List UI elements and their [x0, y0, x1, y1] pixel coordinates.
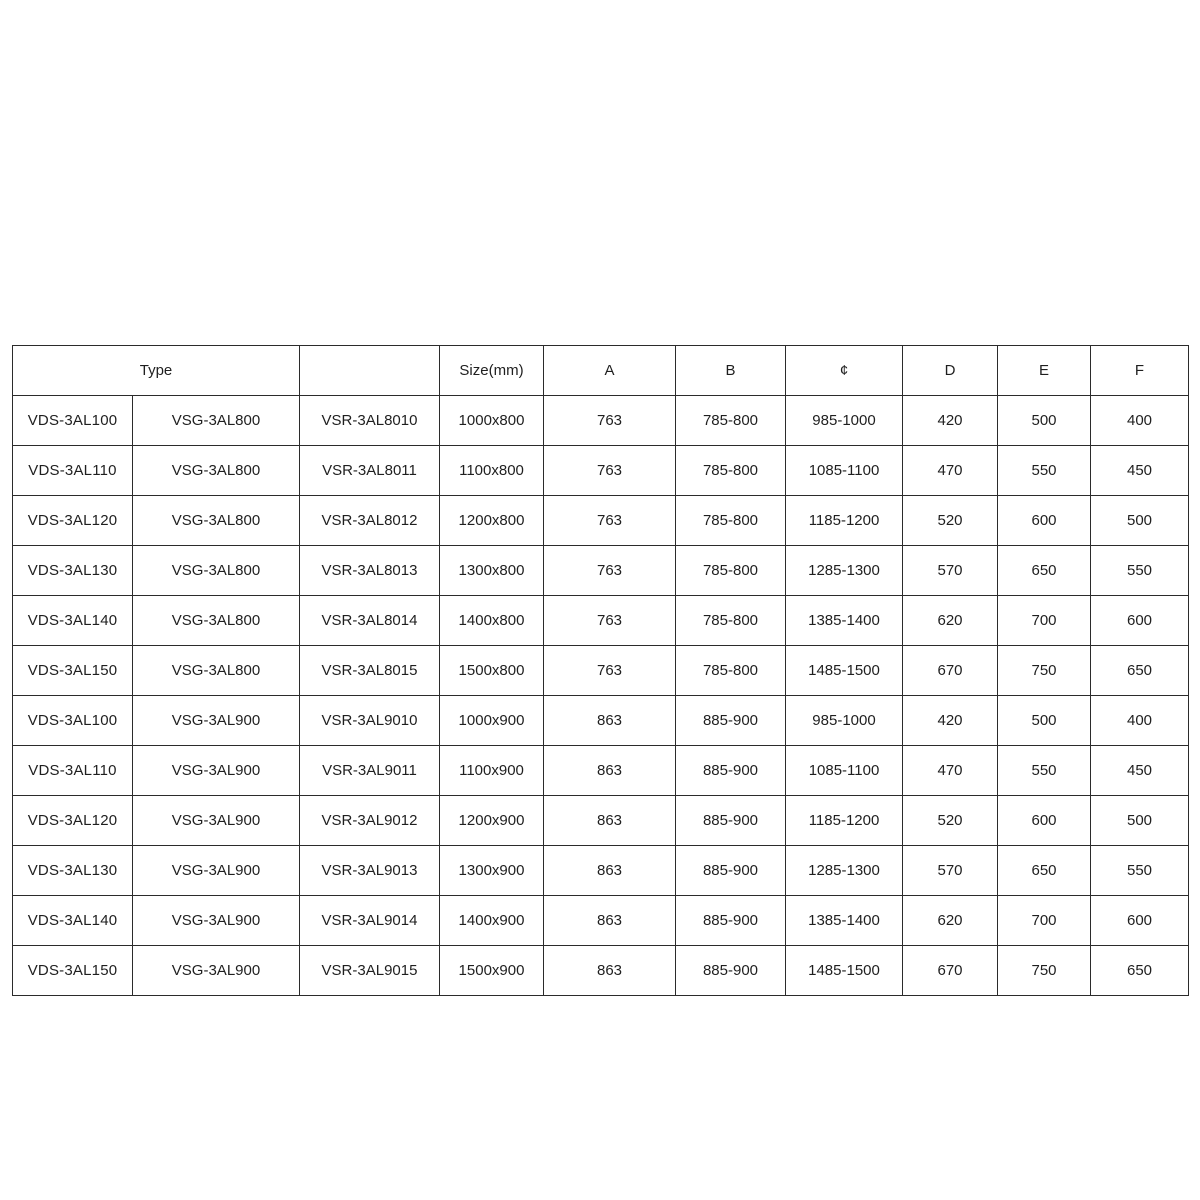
cell-b: 785-800 [676, 446, 786, 496]
cell-type2: VSG-3AL900 [133, 796, 300, 846]
column-header-d: D [903, 346, 998, 396]
cell-type2: VSG-3AL800 [133, 496, 300, 546]
cell-f: 600 [1091, 896, 1189, 946]
cell-model: VSR-3AL9011 [300, 746, 440, 796]
cell-model: VSR-3AL8012 [300, 496, 440, 546]
cell-type2: VSG-3AL800 [133, 396, 300, 446]
cell-f: 450 [1091, 746, 1189, 796]
cell-size: 1500x900 [440, 946, 544, 996]
cell-model: VSR-3AL9013 [300, 846, 440, 896]
cell-model: VSR-3AL8015 [300, 646, 440, 696]
cell-model: VSR-3AL9014 [300, 896, 440, 946]
cell-b: 885-900 [676, 846, 786, 896]
cell-d: 520 [903, 496, 998, 546]
cell-a: 763 [544, 546, 676, 596]
cell-type1: VDS-3AL140 [13, 596, 133, 646]
cell-a: 763 [544, 446, 676, 496]
table-row [13, 546, 1189, 596]
cell-b: 885-900 [676, 796, 786, 846]
cell-b: 785-800 [676, 646, 786, 696]
cell-c: 1285-1300 [786, 546, 903, 596]
specification-table [12, 345, 1189, 996]
cell-d: 570 [903, 846, 998, 896]
cell-a: 863 [544, 796, 676, 846]
table-row [13, 896, 1189, 946]
cell-a: 763 [544, 596, 676, 646]
cell-size: 1100x900 [440, 746, 544, 796]
cell-model: VSR-3AL9010 [300, 696, 440, 746]
table-row [13, 796, 1189, 846]
cell-type1: VDS-3AL120 [13, 796, 133, 846]
cell-size: 1000x800 [440, 396, 544, 446]
cell-e: 550 [998, 446, 1091, 496]
column-header-blank [300, 346, 440, 396]
cell-model: VSR-3AL8013 [300, 546, 440, 596]
cell-size: 1500x800 [440, 646, 544, 696]
cell-e: 650 [998, 546, 1091, 596]
cell-b: 785-800 [676, 396, 786, 446]
cell-type1: VDS-3AL150 [13, 646, 133, 696]
cell-size: 1200x800 [440, 496, 544, 546]
cell-b: 785-800 [676, 546, 786, 596]
cell-d: 570 [903, 546, 998, 596]
cell-type1: VDS-3AL150 [13, 946, 133, 996]
cell-f: 500 [1091, 796, 1189, 846]
cell-type2: VSG-3AL900 [133, 846, 300, 896]
cell-type1: VDS-3AL100 [13, 396, 133, 446]
column-header-size: Size(mm) [440, 346, 544, 396]
cell-a: 863 [544, 946, 676, 996]
cell-c: 985-1000 [786, 396, 903, 446]
cell-size: 1200x900 [440, 796, 544, 846]
cell-size: 1000x900 [440, 696, 544, 746]
cell-type1: VDS-3AL100 [13, 696, 133, 746]
cell-size: 1300x800 [440, 546, 544, 596]
cell-e: 750 [998, 646, 1091, 696]
cell-d: 620 [903, 896, 998, 946]
column-header-type: Type [13, 346, 300, 396]
cell-c: 1485-1500 [786, 646, 903, 696]
cell-a: 763 [544, 496, 676, 546]
cell-size: 1400x800 [440, 596, 544, 646]
cell-a: 763 [544, 646, 676, 696]
cell-f: 650 [1091, 946, 1189, 996]
table-row [13, 696, 1189, 746]
cell-type2: VSG-3AL900 [133, 746, 300, 796]
cell-model: VSR-3AL9015 [300, 946, 440, 996]
cell-d: 520 [903, 796, 998, 846]
cell-model: VSR-3AL8014 [300, 596, 440, 646]
specification-table-container [12, 345, 1188, 996]
cell-b: 885-900 [676, 946, 786, 996]
cell-f: 400 [1091, 396, 1189, 446]
cell-e: 500 [998, 396, 1091, 446]
cell-e: 650 [998, 846, 1091, 896]
cell-c: 1385-1400 [786, 596, 903, 646]
cell-e: 750 [998, 946, 1091, 996]
table-row [13, 596, 1189, 646]
cell-a: 863 [544, 846, 676, 896]
cell-c: 1385-1400 [786, 896, 903, 946]
column-header-a: A [544, 346, 676, 396]
cell-a: 763 [544, 396, 676, 446]
table-row [13, 396, 1189, 446]
cell-e: 600 [998, 496, 1091, 546]
cell-type2: VSG-3AL900 [133, 696, 300, 746]
column-header-e: E [998, 346, 1091, 396]
column-header-c: ¢ [786, 346, 903, 396]
cell-c: 1485-1500 [786, 946, 903, 996]
cell-d: 670 [903, 646, 998, 696]
cell-a: 863 [544, 696, 676, 746]
cell-d: 470 [903, 746, 998, 796]
cell-b: 785-800 [676, 596, 786, 646]
cell-c: 1085-1100 [786, 746, 903, 796]
cell-type1: VDS-3AL130 [13, 846, 133, 896]
table-row [13, 646, 1189, 696]
cell-a: 863 [544, 896, 676, 946]
cell-model: VSR-3AL8011 [300, 446, 440, 496]
cell-a: 863 [544, 746, 676, 796]
table-row [13, 746, 1189, 796]
cell-model: VSR-3AL8010 [300, 396, 440, 446]
cell-type1: VDS-3AL140 [13, 896, 133, 946]
cell-d: 670 [903, 946, 998, 996]
cell-model: VSR-3AL9012 [300, 796, 440, 846]
cell-f: 550 [1091, 846, 1189, 896]
cell-d: 620 [903, 596, 998, 646]
cell-c: 985-1000 [786, 696, 903, 746]
cell-c: 1185-1200 [786, 796, 903, 846]
cell-type1: VDS-3AL130 [13, 546, 133, 596]
cell-type2: VSG-3AL800 [133, 596, 300, 646]
column-header-f: F [1091, 346, 1189, 396]
cell-e: 550 [998, 746, 1091, 796]
cell-size: 1300x900 [440, 846, 544, 896]
cell-f: 500 [1091, 496, 1189, 546]
cell-f: 550 [1091, 546, 1189, 596]
cell-e: 700 [998, 596, 1091, 646]
column-header-b: B [676, 346, 786, 396]
cell-d: 420 [903, 696, 998, 746]
cell-e: 700 [998, 896, 1091, 946]
table-row [13, 496, 1189, 546]
table-row [13, 846, 1189, 896]
cell-c: 1285-1300 [786, 846, 903, 896]
cell-e: 500 [998, 696, 1091, 746]
cell-c: 1185-1200 [786, 496, 903, 546]
cell-type2: VSG-3AL800 [133, 546, 300, 596]
cell-type2: VSG-3AL900 [133, 896, 300, 946]
cell-b: 885-900 [676, 696, 786, 746]
cell-size: 1400x900 [440, 896, 544, 946]
table-header-row [13, 346, 1189, 396]
cell-type2: VSG-3AL800 [133, 446, 300, 496]
cell-d: 420 [903, 396, 998, 446]
cell-f: 450 [1091, 446, 1189, 496]
table-row [13, 946, 1189, 996]
cell-f: 650 [1091, 646, 1189, 696]
cell-e: 600 [998, 796, 1091, 846]
cell-size: 1100x800 [440, 446, 544, 496]
cell-f: 600 [1091, 596, 1189, 646]
cell-b: 885-900 [676, 896, 786, 946]
cell-b: 785-800 [676, 496, 786, 546]
cell-type1: VDS-3AL120 [13, 496, 133, 546]
cell-c: 1085-1100 [786, 446, 903, 496]
cell-type1: VDS-3AL110 [13, 446, 133, 496]
cell-type1: VDS-3AL110 [13, 746, 133, 796]
cell-type2: VSG-3AL800 [133, 646, 300, 696]
cell-type2: VSG-3AL900 [133, 946, 300, 996]
cell-b: 885-900 [676, 746, 786, 796]
cell-d: 470 [903, 446, 998, 496]
cell-f: 400 [1091, 696, 1189, 746]
table-row [13, 446, 1189, 496]
